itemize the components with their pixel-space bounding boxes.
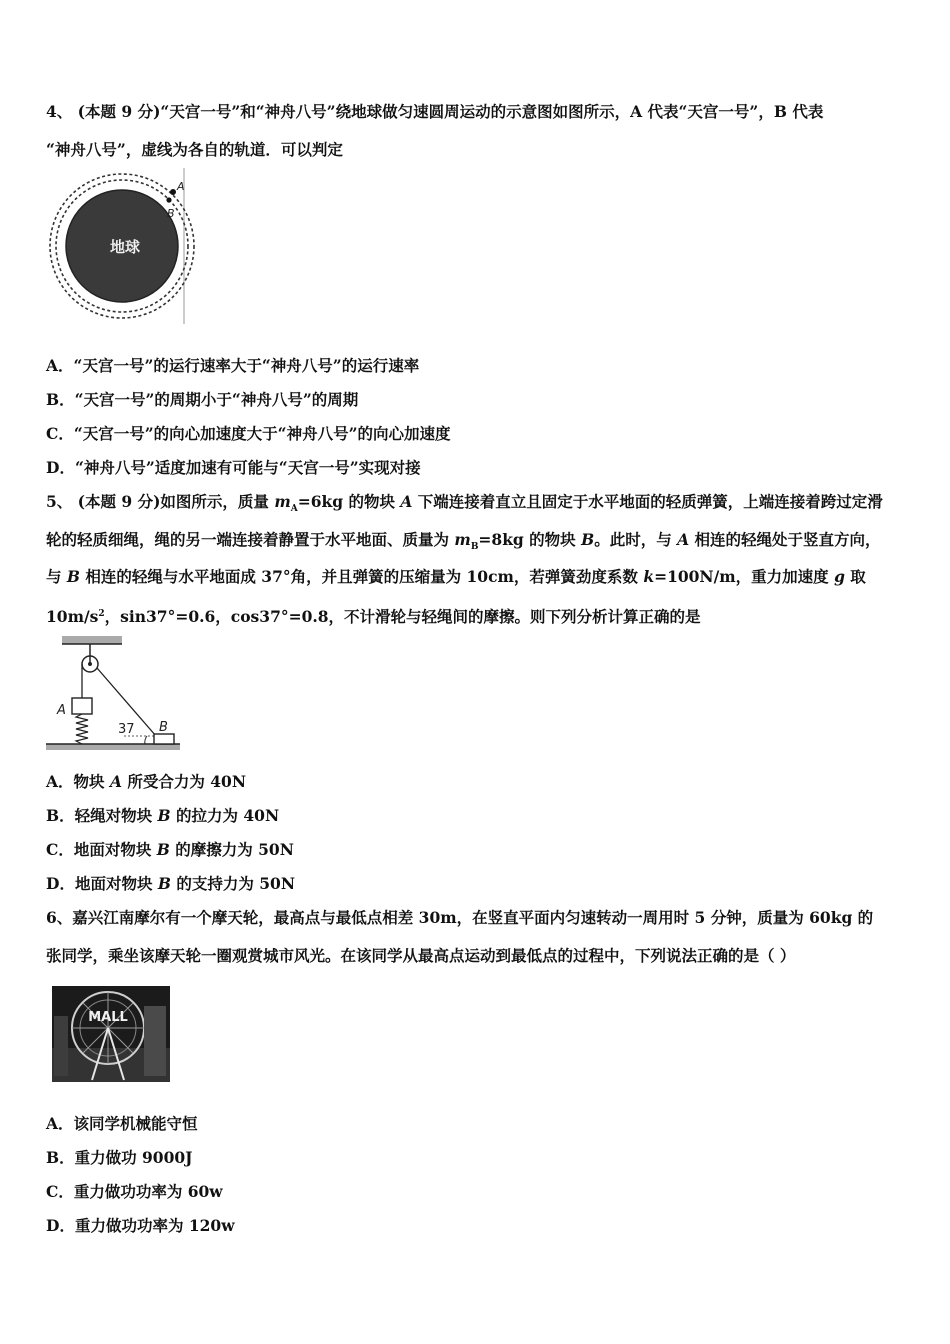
q5-option-b: B．轻绳对物块 B 的拉力为 40N [46,806,280,825]
earth-label: 地球 [109,238,141,256]
q5-pulley-figure [44,632,186,760]
q6-ferris-wheel-photo [52,986,170,1082]
q4-option-d: D．“神舟八号”适度加速有可能与“天宫一号”实现对接 [46,458,421,477]
spring [76,714,88,744]
photo-sign: MALL [88,1010,128,1025]
q5-stem-line-4: $10m/s^2$，sin37°=0.6，cos37°=0.8，不计滑轮与轻绳间的摩擦。则下列分析计算正确的是 [46,607,701,627]
q4-option-b: B．“天宫一号”的周期小于“神舟八号”的周期 [46,390,359,409]
block-b [154,734,174,744]
angle-arc [145,736,147,744]
satellite-a-dot [170,189,176,195]
q5-option-a: A．物块 A 所受合力为 40N [46,772,246,791]
block-a [72,698,92,714]
label-b: B [159,720,168,735]
q5-option-d: D．地面对物块 B 的支持力为 50N [46,874,295,893]
q4-option-a: A．“天宫一号”的运行速率大于“神舟八号”的运行速率 [46,356,420,375]
label-b: B [167,207,175,220]
satellite-b-dot [166,197,171,202]
q5-stem-line-2: 轮的轻质细绳，绳的另一端连接着静置于水平地面、质量为 $m_B=8kg$ 的物块 B。此时，与 A 相连的轻绳处于竖直方向， [46,530,881,553]
q6-option-d: D．重力做功功率为 120w [46,1216,235,1235]
q5-stem-line-1: 5、 (本题 9 分)如图所示，质量 $m_A=6kg$ 的物块 A 下端连接着直立且固定于水平地面的轻质弹簧，上端连接着跨过定滑 [46,492,883,515]
q5-option-c: C．地面对物块 B 的摩擦力为 50N [46,840,294,859]
q4-orbit-figure [46,168,206,326]
q6-option-b: B．重力做功 9000J [46,1148,193,1167]
q6-stem-line-2: 张同学，乘坐该摩天轮一圈观赏城市风光。在该同学从最高点运动到最低点的过程中，下列说法正确的是（ ） [46,946,796,965]
q6-option-a: A．该同学机械能守恒 [46,1114,198,1133]
q5-stem-line-3: 与 B 相连的轻绳与水平地面成 37°角，并且弹簧的压缩量为 10cm，若弹簧劲度系数 k=100N/m，重力加速度 g 取 [46,567,866,586]
q4-stem-line-2: “神舟八号”，虚线为各自的轨道．可以判定 [46,140,343,159]
building [144,1006,166,1076]
label-a: A [57,703,66,718]
label-a: A [177,180,185,193]
q4-stem-line-1: 4、 (本题 9 分)“天宫一号”和“神舟八号”绕地球做匀速圆周运动的示意图如图所示，A 代表“天宫一号”，B 代表 [46,102,824,121]
ceiling [62,636,122,644]
ground [46,744,180,750]
angle-label: 37 [118,722,135,737]
q4-option-c: C．“天宫一号”的向心加速度大于“神舟八号”的向心加速度 [46,424,451,443]
q6-stem-line-1: 6、嘉兴江南摩尔有一个摩天轮，最高点与最低点相差 30m，在竖直平面内匀速转动一周用时 5 分钟，质量为 60kg 的 [46,908,874,927]
q6-option-c: C．重力做功功率为 60w [46,1182,223,1201]
